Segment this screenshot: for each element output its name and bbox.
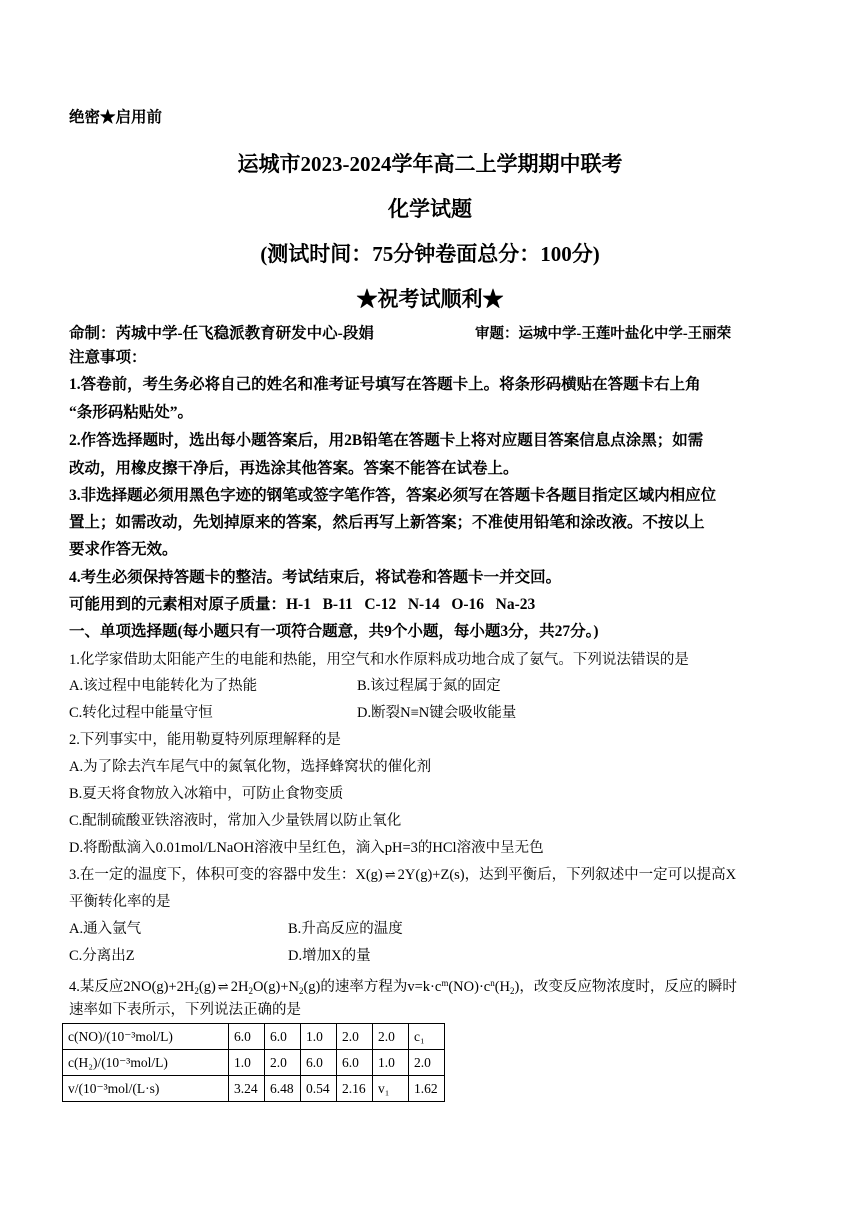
- secret-label: 绝密★启用前: [69, 109, 163, 126]
- exam-title: 运城市2023-2024学年高二上学期期中联考: [237, 152, 623, 176]
- q1-option-c: C.转化过程中能量守恒: [69, 705, 213, 721]
- table-cell: 1.62: [409, 1076, 445, 1102]
- table-cell: 2.0: [337, 1024, 373, 1050]
- table-cell: 1.0: [373, 1050, 409, 1076]
- table-cell: 1.0: [301, 1024, 337, 1050]
- note-4: 4.考生必须保持答题卡的整洁。考试结束后，将试卷和答题卡一并交回。: [69, 569, 562, 586]
- table-cell: 3.24: [229, 1076, 265, 1102]
- q1-option-a: A.该过程中电能转化为了热能: [69, 678, 258, 694]
- q1-stem: 1.化学家借助太阳能产生的电能和热能，用空气和水作原料成功地合成了氨气。下列说法错误的是: [69, 652, 689, 668]
- row-label: c(NO)/(10⁻³mol/L): [63, 1024, 229, 1050]
- equilibrium-arrow-icon: ⇌: [217, 979, 229, 994]
- atomic-masses: 可能用到的元素相对原子质量：H-1 B-11 C-12 N-14 O-16 Na-23: [69, 596, 536, 613]
- table-row: [63, 1076, 445, 1102]
- reviewers-line: 审题：运城中学-王莲叶盐化中学-王丽荣: [475, 326, 732, 342]
- q3-option-d: D.增加X的量: [288, 948, 371, 964]
- q3-option-b: B.升高反应的温度: [288, 921, 403, 937]
- notes-title: 注意事项：: [69, 349, 147, 366]
- q2-option-c: C.配制硫酸亚铁溶液时，常加入少量铁屑以防止氧化: [69, 813, 402, 829]
- q3-option-c: C.分离出Z: [69, 948, 135, 964]
- table-cell: 2.0: [373, 1024, 409, 1050]
- note-3b: 置上；如需改动，先划掉原来的答案，然后再写上新答案；不准使用铅笔和涂改液。不按以上: [69, 514, 705, 531]
- section-1-heading: 一、单项选择题(每小题只有一项符合题意，共9个小题，每小题3分，共27分。): [69, 623, 599, 640]
- q4-stem-2: 速率如下表所示，下列说法正确的是: [69, 1002, 301, 1018]
- note-1a: 1.答卷前，考生务必将自己的姓名和准考证号填写在答题卡上。将条形码横贴在答题卡右上角: [69, 376, 701, 393]
- note-3c: 要求作答无效。: [69, 541, 178, 558]
- table-cell: 6.0: [301, 1050, 337, 1076]
- q3-stem-2: 平衡转化率的是: [69, 894, 171, 910]
- table-cell: 2.0: [409, 1050, 445, 1076]
- note-2a: 2.作答选择题时，选出每小题答案后，用2B铅笔在答题卡上将对应题目答案信息点涂黑；如需: [69, 432, 704, 449]
- q3-stem: 3.在一定的温度下，体积可变的容器中发生：X(g) ⇌ 2Y(g)+Z(s)，达到平衡后，下列叙述中一定可以提高X: [69, 867, 737, 883]
- table-cell: 6.0: [265, 1024, 301, 1050]
- q2-stem: 2.下列事实中，能用勒夏特列原理解释的是: [69, 732, 341, 748]
- table-cell: 0.54: [301, 1076, 337, 1102]
- table-cell: c₁: [409, 1024, 445, 1050]
- table-cell: 6.48: [265, 1076, 301, 1102]
- q1-option-d: D.断裂N≡N键会吸收能量: [357, 705, 517, 721]
- table-cell: 2.16: [337, 1076, 373, 1102]
- time-info: (测试时间：75分钟卷面总分：100分): [260, 242, 600, 266]
- q2-option-b: B.夏天将食物放入冰箱中，可防止食物变质: [69, 786, 344, 802]
- note-2b: 改动，用橡皮擦干净后，再选涂其他答案。答案不能答在试卷上。: [69, 460, 519, 477]
- table-row: [63, 1050, 445, 1076]
- equilibrium-arrow-icon: ⇌: [384, 867, 396, 882]
- note-1b: “条形码粘贴处”。: [69, 404, 194, 421]
- table-cell: 6.0: [337, 1050, 373, 1076]
- row-label: v/(10⁻³mol/(L·s): [63, 1076, 229, 1102]
- table-cell: 6.0: [229, 1024, 265, 1050]
- q3-option-a: A.通入氩气: [69, 921, 142, 937]
- q2-option-a: A.为了除去汽车尾气中的氮氧化物，选择蜂窝状的催化剂: [69, 759, 432, 775]
- rate-data-table: [62, 1023, 445, 1102]
- q4-stem: 4.某反应$2NO(g)+2H_2(g)$ ⇌ $2H_2O(g)+N_2(g)$的速率方程为$v=k\cdot c^m(NO)\cdot c^n(H_2)$，改变反应物浓度时，反应的瞬时: [69, 978, 737, 996]
- table-cell: 1.0: [229, 1050, 265, 1076]
- subject-title: 化学试题: [388, 197, 472, 221]
- wish-line: ★祝考试顺利★: [356, 287, 504, 311]
- table-cell: 2.0: [265, 1050, 301, 1076]
- q1-option-b: B.该过程属于氮的固定: [357, 678, 501, 694]
- q2-option-d: D.将酚酞滴入0.01mol/LNaOH溶液中呈红色，滴入pH=3的HCl溶液中呈无色: [69, 840, 544, 856]
- authors-line: 命制：芮城中学-任飞稳派教育研发中心-段娟: [69, 325, 374, 342]
- table-cell: v₁: [373, 1076, 409, 1102]
- table-row: [63, 1024, 445, 1050]
- note-3a: 3.非选择题必须用黑色字迹的钢笔或签字笔作答，答案必须写在答题卡各题目指定区域内相应位: [69, 487, 717, 504]
- row-label: c(H₂)/(10⁻³mol/L): [63, 1050, 229, 1076]
